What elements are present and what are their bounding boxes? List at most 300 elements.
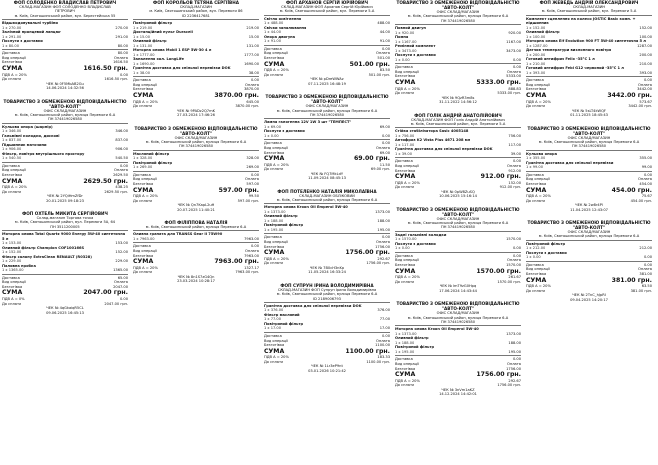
item-name: Оливний фільтр (526, 30, 560, 35)
item-sum: 837.00 (115, 138, 128, 143)
pay-value: 1100.00 грн. (366, 359, 390, 364)
pay-value: 2629.50 грн. (104, 189, 128, 194)
receipt-footer: ЧЕК № 0F5MbAB2Gu (46, 81, 84, 86)
total-value: 381.00 грн. (611, 276, 652, 284)
item-name: Гранітна доставка для спільної перевізки (526, 160, 614, 165)
item-name: Послуги з доставки (2, 39, 43, 44)
item-qty: 1 x 131.00 (133, 43, 153, 48)
item-qty: 1 x 270.00 (2, 25, 22, 30)
summary-value: 80.00 (117, 51, 128, 56)
receipt (2, 0, 128, 91)
receipt-subtitle: ОФІС СКЛАД/МАГАЗИН (174, 135, 218, 140)
divider (395, 231, 521, 232)
total-label: СУМА (526, 276, 547, 284)
total-value: 1756.00 грн. (476, 371, 521, 379)
summary-label: Безготівка (395, 74, 416, 79)
summary-label: Доставка (264, 333, 282, 338)
pay-value: 501.00 грн. (368, 72, 390, 77)
receipt-footer: ЧЕК № pDreWWAz (310, 77, 344, 82)
item-qty: 1 x 17.00 (264, 326, 281, 331)
receipt-footer: 09.04.2025 14:20:17 (570, 297, 608, 302)
item-name: Опора двигуна (264, 34, 296, 39)
item-qty: 1 x 152.00 (526, 25, 546, 30)
summary-label: Безготівка (526, 181, 547, 186)
divider (395, 157, 521, 158)
total-label: СУМА (133, 258, 154, 266)
item-name: Запалення хол. LongLife (133, 57, 184, 62)
divider (133, 230, 259, 231)
receipt-footer: 20.01.2025 09:18:23 (46, 198, 84, 203)
item-row (264, 228, 390, 233)
item-qty: 1 x 44.00 (264, 30, 281, 35)
summary-value: 3442.00 (637, 87, 652, 92)
summary-label: Вид операції (264, 51, 289, 56)
item-name: Комплект сцеплення на колесо JOSTIC Basic комп. + підшипник (526, 16, 636, 26)
divider (395, 63, 521, 64)
item-name: Повітряний фільтр (264, 321, 304, 326)
receipt-subtitle: м. Київ, Святошинський район, вулиця Перемоги 6-А (407, 315, 509, 320)
receipt-subtitle: СКЛАД-МАГАЗИН (179, 5, 213, 9)
item-row (2, 44, 128, 49)
receipt-footer: 17.06.2024 14:43:44 (439, 288, 477, 293)
receipt-subtitle: ПН 374419026580 (572, 144, 606, 149)
receipt-header: ТОВАРИСТВО З ОБМЕЖЕНОЮ ВІДПОВІДАЛЬНІСТЮ "АВТО-КОЛТ" (134, 125, 258, 136)
summary-value: 0.00 (381, 235, 390, 240)
item-qty: 1 x 1167.00 (395, 39, 417, 44)
summary-value: Оплата (507, 258, 521, 263)
summary-value: 0.00 (643, 78, 652, 83)
tax-value: 1327.17 (244, 265, 259, 270)
item-qty: 1 x 1570.00 (395, 237, 417, 242)
tax-value: 99.50 (248, 194, 259, 198)
tax-label: ПДВ А = 20% (133, 194, 158, 198)
item-sum: 1690.00 (244, 61, 259, 66)
total-label: СУМА (395, 173, 416, 181)
item-name: Гранітна доставка для спільної перевізки DOK (264, 303, 362, 308)
item-sum: 99.00 (641, 165, 652, 170)
tax-value: 645.00 (246, 99, 259, 104)
receipt-footer: ЧЕК № 2YQiHmZfDr (47, 194, 83, 199)
item-sum: 7963.00 (244, 236, 259, 241)
item-row (133, 165, 259, 170)
summary-label: Безготівка (133, 87, 154, 92)
item-name: Оливний фільтр (395, 336, 429, 341)
receipt-header: ФОП АРХАНОВ СЕРГІЙ ЮРІЙОВИЧ (285, 0, 369, 5)
receipt-footer: ЧЕК № 1Lr3eP9nt (311, 364, 343, 369)
item-qty: 1 x 0.00 (526, 255, 541, 260)
item-qty: 1 x 756.00 (395, 133, 415, 138)
tax-value: 63.50 (641, 284, 652, 289)
total-label: СУМА (2, 289, 23, 297)
summary-label: Вид операції (395, 163, 420, 168)
item-qty: 1 x 0.00 (395, 57, 410, 62)
pay-value: 7963.00 грн. (235, 270, 259, 275)
total-value: 454.00 грн. (611, 186, 652, 194)
item-sum: 69.00 (379, 124, 390, 129)
summary-value: Оплата (376, 145, 390, 150)
item-qty: 1 x 99.00 (526, 165, 543, 170)
summary-value: 1616.50 (113, 60, 128, 65)
item-sum: 152.00 (115, 250, 128, 255)
total-label: СУМА (264, 60, 285, 68)
summary-label: Вид операції (526, 267, 551, 272)
receipt (133, 0, 259, 118)
receipt-subtitle: м. Київ, Святошинський район, вул. Перемоги 5-А (410, 121, 506, 126)
tax-value: 573.67 (639, 99, 652, 104)
tax-label: ПДВ А = 20% (264, 355, 289, 360)
receipt-subtitle: СКЛАД-МАГАЗИН ФОП СОЛОДЕНКО ВЛАДИСЛАВ (19, 5, 111, 9)
receipt-footer: ЧЕК № 7B0cH3nKp (309, 265, 345, 270)
receipt (395, 207, 521, 294)
summary-value: 0.00 (250, 78, 259, 83)
receipt-subtitle: м. Київ, Святошинський район, вулиця Перемоги 6-А (407, 221, 509, 225)
summary-value: Оплата (507, 69, 521, 74)
summary-label: Доставка (526, 78, 544, 83)
item-name: Стійка стабілізатора Sasic 4005148 (395, 129, 469, 134)
item-sum: 100.00 (639, 34, 652, 39)
item-sum: 0.00 (512, 57, 521, 62)
tax-label: ПДВ А = 20% (526, 194, 551, 198)
receipt-footer: 07.11.2025 16:48:19 (308, 81, 346, 86)
divider (2, 49, 128, 50)
summary-label: Вид операції (2, 168, 27, 173)
receipt-footer: 27.03.2024 17:46:26 (177, 113, 215, 118)
summary-value: 1756.00 (375, 244, 390, 249)
item-name: Моторна олива Mobil 1 ESP 5W-30 4 л (133, 48, 212, 53)
item-row (395, 350, 521, 355)
summary-value: 454.00 (639, 181, 652, 186)
item-row (526, 71, 652, 76)
receipt-subtitle: м. Київ, Святошинський район, вул. Перемоги 5-А (279, 9, 375, 14)
total-row (395, 268, 521, 276)
total-value: 597.00 грн. (218, 186, 259, 194)
total-row (264, 155, 390, 163)
divider (133, 242, 259, 243)
item-sum: 15.00 (248, 34, 259, 39)
item-sum: 91.00 (379, 39, 390, 44)
item-sum: 376.00 (377, 308, 390, 313)
total-label: СУМА (264, 155, 285, 163)
receipt (395, 301, 521, 397)
summary-value: 1570.00 (506, 263, 521, 267)
summary-value: Оплата (507, 361, 521, 366)
receipt-subtitle: м. Київ, Святошинський район, вулиця Перемоги 6-А (145, 139, 247, 144)
summary-label: Доставка (526, 262, 544, 267)
item-qty: 1 x 1690.00 (133, 61, 155, 66)
item-name: Антифриз K2 Vista Plus 4671 208 мл (395, 138, 471, 143)
receipt-subtitle: ID 2236417681 (182, 13, 210, 18)
item-name: Паливна пробка (2, 263, 36, 268)
summary-value: 0.00 (250, 172, 259, 177)
receipt-footer: ЧЕК № FQ7MkLdY (310, 171, 344, 176)
item-name: Оливна граната для TRANSS Gear II 75W90 (133, 232, 223, 237)
divider (264, 332, 390, 333)
tax-label: ПДВ А = 20% (264, 68, 289, 73)
receipt-footer: ЧЕК № lmT9zG0Hpq (439, 284, 477, 289)
receipt-subtitle: ПН 374419026580 (441, 225, 475, 230)
summary-label: Вид операції (264, 145, 289, 150)
summary-label: Доставка (395, 65, 413, 70)
summary-label: Вид операції (395, 258, 420, 263)
column-4 (393, 0, 523, 465)
item-sum: 0.00 (643, 255, 652, 260)
item-name: Кульова опора (526, 151, 558, 156)
receipt-footer: ЧЕК № 3nVm1aKZ (441, 387, 475, 392)
summary-label: Безготівка (526, 272, 547, 276)
summary-label: Безготівка (264, 343, 285, 348)
total-label: СУМА (526, 92, 547, 99)
receipt-footer: ЧЕК № 8n1S7zG4Qn (177, 274, 215, 279)
pay-label: До сплати (395, 91, 415, 96)
total-row (526, 187, 652, 195)
pay-label: До сплати (2, 77, 22, 82)
tax-value: 888.83 (508, 86, 521, 91)
item-sum: 291.00 (115, 34, 128, 39)
total-value: 1756.00 грн. (345, 249, 390, 257)
item-sum: 756.00 (508, 133, 521, 138)
total-value: 501.00 грн. (349, 60, 390, 68)
item-name: Гальмівні колодки, дискові (2, 133, 60, 138)
item-qty: 1 x 80.00 (2, 43, 19, 48)
item-name: Фільтр, повітря внутрішнього простору (2, 151, 85, 156)
pay-value: 454.00 грн. (630, 198, 652, 203)
total-value: 3442.00 грн. (607, 92, 652, 99)
receipt-footer: 03.01.2026 10:21:42 (308, 368, 346, 373)
divider (2, 162, 128, 163)
item-sum: 195.00 (508, 349, 521, 354)
receipt-subtitle: ОФІС СКЛАД/МАГАЗИН (305, 104, 349, 109)
summary-value: Оплата (376, 338, 390, 343)
tax-label: ПДВ А = 0% (2, 296, 25, 301)
receipt-footer: 23.03.2024 10:28:17 (177, 279, 215, 284)
receipt-header: ФОП ГОЛІК АНДРІЙ АНАТОЛІЙОВИЧ (414, 112, 502, 118)
item-qty: 1 x 906.00 (2, 147, 22, 152)
summary-label: Доставка (395, 253, 413, 258)
receipt (2, 99, 128, 204)
item-qty: 1 x 328.00 (133, 156, 153, 161)
receipt-header: ФОП КОРОЛЬОВ ТЕТЯНА СЕРГІЇВНА (153, 0, 239, 5)
item-qty: 1 x 219.00 (133, 25, 153, 30)
item-name: Повітряний фільтр (133, 160, 173, 165)
receipt-footer: ЧЕК № 9PADz2Q7mK (177, 108, 215, 113)
total-row (133, 258, 259, 266)
summary-value: 1100.00 (375, 343, 390, 348)
item-name: Повітряний фільтр (395, 345, 435, 350)
item-name: Повний двигун (395, 26, 426, 31)
item-qty: 1 x 188.00 (264, 218, 284, 223)
item-sum: 152.00 (639, 25, 652, 30)
summary-label: Доставка (264, 235, 282, 240)
summary-label: Вид операції (395, 69, 420, 74)
divider (526, 150, 652, 151)
summary-value: 0.00 (250, 244, 259, 249)
item-name: Свічки запалювання (264, 25, 307, 30)
summary-value: 501.00 (377, 56, 390, 60)
pay-label: До сплати (2, 301, 22, 306)
item-name: Моторна олива Kroon Oil Emperol 5W-40 (395, 327, 479, 332)
item-qty: 1 x 212.00 (526, 246, 546, 251)
summary-label: Безготівка (395, 263, 416, 267)
receipt (395, 0, 521, 105)
summary-value: 597.00 (246, 181, 259, 186)
receipt-footer: ЧЕК № 2TnC_hJpRI (572, 293, 606, 298)
summary-label: Вид операції (133, 82, 158, 87)
summary-label: Вид операції (395, 361, 420, 366)
summary-value: 0.00 (381, 333, 390, 338)
item-name: Моторна олива Kroon Oil Emperol 5W-40 (264, 205, 348, 210)
item-qty: 1 x 38.00 (133, 70, 150, 75)
receipt-footer: 11.04.2025 12:43:07 (570, 207, 608, 212)
item-sum: 906.00 (115, 147, 128, 152)
item-qty: 1 x 291.00 (2, 34, 22, 39)
tax-value: 83.50 (379, 68, 390, 73)
receipt (526, 0, 652, 118)
item-row (133, 237, 259, 242)
receipt (526, 220, 652, 302)
item-name: Гранітна доставка для спільної перевізки DOK (395, 147, 493, 152)
receipt-header: ФОП ОХТЕЛЬ МИКИТА СЕРГІЙОВИЧ (22, 211, 108, 216)
receipt (264, 94, 390, 181)
item-qty: 1 x 1373.00 (264, 209, 286, 214)
receipt-subtitle: м. Київ, Святошинський район, вулиця Перемоги 6-А (538, 234, 640, 239)
item-sum: 0.00 (512, 246, 521, 251)
summary-value: 65.00 (117, 275, 128, 280)
divider (133, 171, 259, 172)
pay-label: До сплати (264, 167, 284, 172)
receipt-subtitle: Склад-магазин Торгова точка (36, 216, 94, 220)
receipt-footer: 14.06.2024 14:32:56 (46, 86, 84, 91)
item-sum: 80.00 (117, 43, 128, 48)
receipt-footer: ЧЕК № 4qGkaiqR5CL (46, 306, 84, 311)
item-qty: 1 x 69.00 (264, 124, 281, 129)
receipt-footer: ЧЕК № Qn7KapL2uH (177, 203, 215, 208)
receipt-footer: ЧЕК № 9QzR3m8s (441, 95, 475, 100)
summary-value: 3870.00 (244, 87, 259, 92)
receipt-subtitle: м. Київ, Святошинський район, вулиця Перемоги 6-А (276, 198, 378, 202)
item-name: Датчик температури вихлопного повітря (526, 48, 612, 53)
receipt (133, 220, 259, 284)
item-sum: 355.00 (639, 156, 652, 161)
divider (395, 24, 521, 25)
column-2 (131, 0, 261, 465)
pay-label: До сплати (526, 104, 546, 109)
column-3 (262, 0, 392, 465)
total-value: 1570.00 грн. (476, 267, 521, 275)
divider (395, 127, 521, 128)
divider (2, 19, 128, 20)
item-row (2, 156, 128, 161)
divider (2, 274, 128, 275)
pay-value: 597.00 грн. (237, 198, 259, 203)
receipt-subtitle: ID 2189006793 (313, 296, 341, 301)
divider (395, 325, 521, 326)
total-row (2, 289, 128, 297)
item-sum: 219.00 (246, 25, 259, 30)
item-sum: 1777.00 (244, 52, 259, 57)
tax-label: ПДВ А = 20% (2, 72, 27, 77)
item-sum: 117.00 (508, 142, 521, 147)
item-sum: 229.00 (115, 259, 128, 264)
item-sum: 200.00 (639, 52, 652, 57)
receipt-subtitle: ОФІС СКЛАД/МАГАЗИН (436, 10, 480, 14)
item-name: Послуги з доставки (395, 241, 436, 246)
receipt-subtitle: ОФІС СКЛАД/МАГАЗИН (567, 230, 611, 234)
pay-value: 1616.50 грн. (104, 77, 128, 82)
total-row (264, 61, 390, 69)
item-qty: 1 x 3473.00 (395, 48, 417, 53)
receipt-subtitle: ОФІС СКЛАД/МАГАЗИН (436, 311, 480, 316)
divider (133, 150, 259, 151)
item-name: Повітряний фільтр (264, 223, 304, 228)
item-row (526, 255, 652, 260)
total-label: СУМА (133, 186, 154, 194)
divider (2, 123, 128, 124)
receipt-header: ФОП ФІЛІППОВА НАТАЛІЯ (164, 220, 228, 225)
item-qty: 1 x 77.00 (264, 317, 281, 322)
tax-value: 75.67 (641, 194, 652, 198)
tax-label: ПДВ А = 20% (526, 284, 551, 289)
item-qty: 1 x 200.00 (526, 52, 546, 57)
receipt-subtitle: ПН 3511200005 (50, 224, 80, 229)
divider (264, 203, 390, 204)
total-row (526, 277, 652, 285)
summary-label: Безготівка (264, 56, 285, 60)
summary-value: 0.00 (119, 163, 128, 168)
receipt-subtitle: м. Київ, Святошинський район, вул. Перемоги 86 (149, 9, 243, 14)
item-qty: 1 x 117.00 (395, 142, 415, 147)
item-qty: 1 x 393.00 (526, 70, 546, 75)
item-name: Моторна олива Total Quartz 9000 Energy 5W-40 синтетична 5 л (2, 232, 126, 241)
item-qty: 1 x 269.00 (133, 165, 153, 170)
divider (264, 233, 390, 234)
tax-label: ПДВ А = 20% (264, 256, 289, 261)
summary-value: 2629.50 (113, 172, 128, 177)
receipt-header: ФОП СУПРУН ІРИНА ВОЛОДИМИРІВНА (280, 282, 374, 288)
item-row (2, 268, 128, 273)
item-name: Моторна олива Elf Evolution 900 FT 5W-40 синтетична 5 л (526, 39, 646, 44)
receipt-subtitle: ОФІС СКЛАД/МАГАЗИН (43, 108, 87, 113)
summary-label: Вид операції (264, 338, 289, 343)
pay-label: До сплати (395, 279, 415, 284)
tax-label: ПДВ А = 20% (395, 86, 420, 91)
tax-label: ПДВ А = 20% (264, 162, 289, 167)
item-name: Гранітна доставка для спільної перевізки DOK (133, 66, 231, 71)
item-qty: 1 x 837.00 (2, 138, 22, 143)
divider (526, 171, 652, 172)
summary-value: 7963.00 (244, 253, 259, 258)
summary-value: Оплата (376, 51, 390, 56)
total-row (264, 348, 390, 356)
summary-label: Доставка (2, 275, 20, 280)
pay-label: До сплати (395, 185, 415, 190)
summary-value: 0.00 (381, 46, 390, 51)
item-name: Послуги з доставки (264, 129, 305, 134)
item-name: Повітряний фільтр (133, 21, 173, 26)
total-value: 5333.00 грн. (476, 79, 521, 86)
item-row (264, 326, 390, 331)
receipt-footer: 09.06.2025 16:45:13 (46, 310, 84, 315)
tax-value: 183.33 (377, 355, 390, 360)
total-value: 1616.50 грн. (83, 65, 128, 72)
receipt-subtitle: СКЛАД-МАГАЗИН ФОП Голік Андрій Анатолійович (411, 117, 505, 122)
item-qty: 1 x 210.00 (526, 61, 546, 66)
receipt-subtitle: ПН 374419026580 (310, 112, 344, 117)
tax-label: ПДВ А = 20% (395, 275, 420, 280)
divider (133, 19, 259, 20)
summary-value: Оплата (114, 168, 128, 173)
item-name: Кульова опора (шарнір) (2, 124, 53, 129)
item-name: Помпа (395, 35, 409, 40)
